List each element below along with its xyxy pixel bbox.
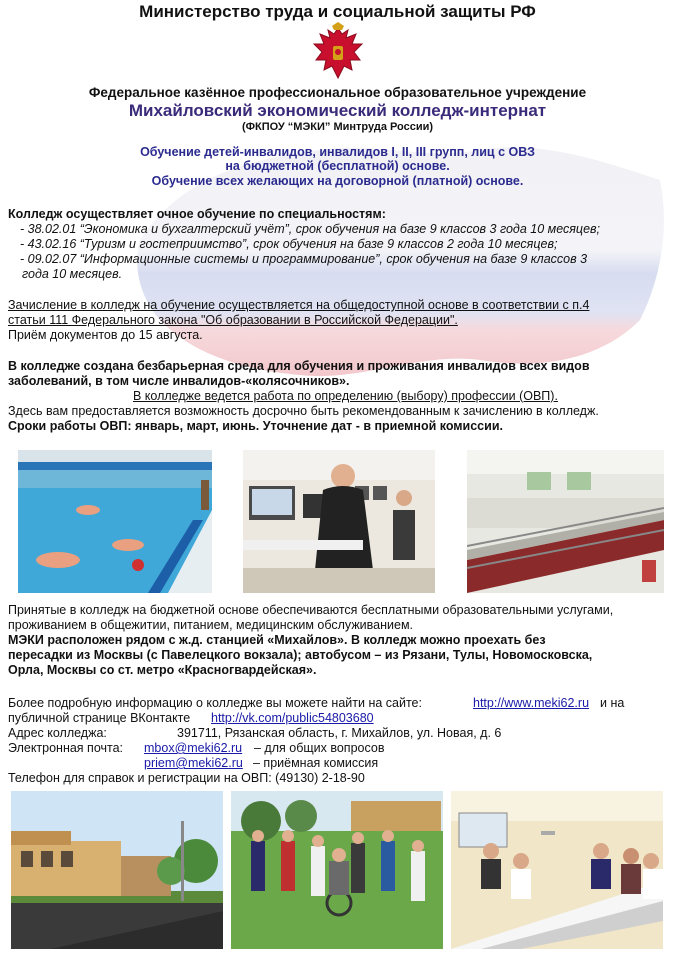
services-line-1: Принятые в колледж на бюджетной основе обеспечиваются бесплатными образовательными услугами, — [8, 603, 614, 617]
intro-line-3: Обучение всех желающих на договорной (платной) основе. — [151, 174, 524, 188]
enrollment-line-1: Зачисление в колледж на обучение осуществляется на общедоступной основе в соответствии с п.4 — [8, 298, 590, 312]
program-item: года 10 месяцев. — [22, 267, 123, 281]
intro-line-2: на бюджетной (бесплатной) основе. — [225, 159, 450, 173]
program-item: - 38.02.01 “Экономика и бухгалтерский учёт”, срок обучения на базе 9 классов 3 года 10 месяцев; — [20, 222, 601, 236]
location-line-3: Орла, Москвы со ст. метро «Красногвардейская». — [8, 663, 317, 677]
institution-type: Федеральное казённое профессиональное образовательное учреждение — [88, 85, 587, 100]
more-info-text: Более подробную информацию о колледже вы можете найти на сайте: — [8, 696, 422, 710]
ministry-title: Министерство труда и социальной защиты РФ — [139, 2, 536, 21]
swimming-pool-photo — [18, 450, 212, 593]
enrollment-line-2: статьи 111 Федерального закона "Об образовании в Российской Федерации". — [8, 313, 458, 327]
accessibility-line-4: Здесь вам предоставляется возможность досрочно быть рекомендованным к зачислению в колледж. — [8, 404, 599, 418]
email-general-link[interactable]: mbox@meki62.ru — [144, 741, 243, 755]
programs-heading: Колледж осуществляет очное обучение по специальностям: — [8, 207, 386, 221]
accessibility-line-2: заболеваний, в том числе инвалидов-«колясочников». — [8, 374, 350, 388]
services-line-2: проживанием в общежитии, питанием, медицинским обслуживанием. — [8, 618, 414, 632]
website-link[interactable]: http://www.meki62.ru — [473, 696, 590, 710]
location-line-1: МЭКИ расположен рядом с ж.д. станцией «Михайлов». В колледж можно проехать без — [8, 633, 546, 647]
gym-corridor-photo — [467, 450, 664, 593]
ovp-notice: В колледже ведется работа по определению (выбору) профессии (ОВП). — [133, 389, 558, 403]
email-admission-link[interactable]: priem@meki62.ru — [144, 756, 243, 770]
college-name: Михайловский экономический колледж-интернат — [128, 101, 547, 120]
email-admission-note: – приёмная комиссия — [253, 756, 379, 770]
email-label: Электронная почта: — [8, 741, 124, 755]
college-abbreviation: (ФКПОУ “МЭКИ” Минтруда России) — [241, 121, 434, 133]
accessibility-line-1: В колледже создана безбарьерная среда для обучения и проживания инвалидов всех видов — [8, 359, 590, 373]
vk-label: публичной странице ВКонтакте — [8, 711, 191, 725]
program-item: - 09.02.07 “Информационные системы и программирование”, срок обучения на базе 9 классов 3 — [20, 252, 588, 266]
email-general-note: – для общих вопросов — [254, 741, 385, 755]
ovp-schedule: Сроки работы ОВП: январь, март, июнь. Уточнение дат - в приемной комиссии. — [8, 419, 503, 433]
outdoor-event-photo — [231, 791, 443, 949]
college-building-photo — [11, 791, 223, 949]
computer-class-photo — [243, 450, 435, 593]
phone-line: Телефон для справок и регистрации на ОВП: (49130) 2-18-90 — [8, 771, 365, 785]
program-item: - 43.02.16 “Туризм и гостеприимство”, срок обучения на базе 9 классов 2 года 10 месяцев; — [20, 237, 558, 251]
intro-line-1: Обучение детей-инвалидов, инвалидов I, II, III групп, лиц с ОВЗ — [140, 145, 535, 159]
address-value: 391711, Рязанская область, г. Михайлов, ул. Новая, д. 6 — [177, 726, 502, 740]
enrollment-deadline: Приём документов до 15 августа. — [8, 328, 203, 342]
conference-room-photo — [451, 791, 663, 949]
vk-link[interactable]: http://vk.com/public54803680 — [211, 711, 374, 725]
coat-of-arms-emblem — [306, 22, 370, 84]
location-line-2: пересадки из Москвы (с Павелецкого вокзала); автобусом – из Рязани, Тулы, Новомосковска, — [8, 648, 593, 662]
address-label: Адрес колледжа: — [8, 726, 107, 740]
and-on-text: и на — [600, 696, 625, 710]
